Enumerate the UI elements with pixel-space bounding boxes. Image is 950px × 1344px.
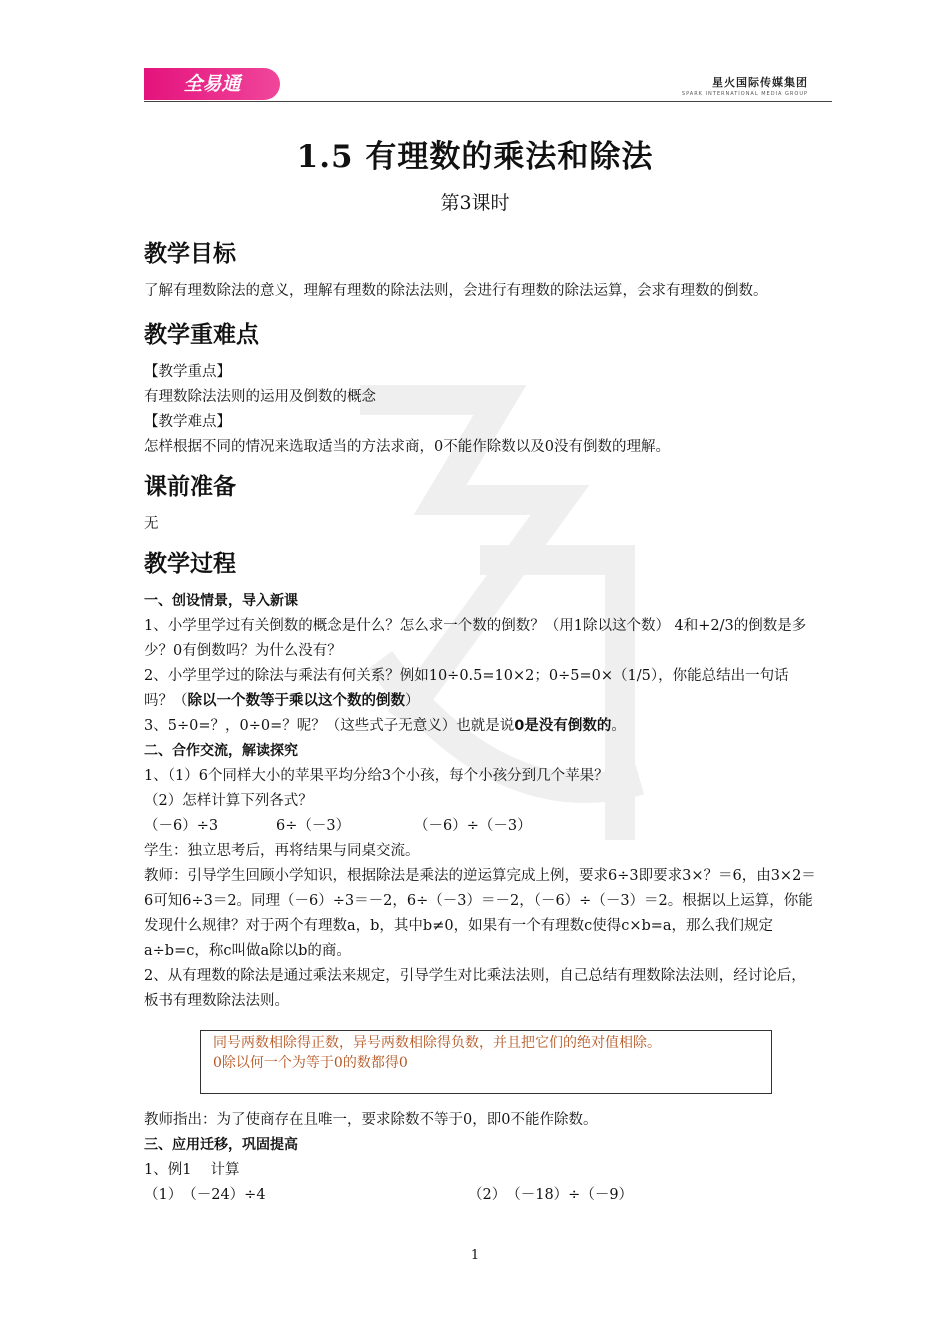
question-2: （2） （－18）÷（－9）	[468, 1187, 634, 1203]
section-1-para-3: 3、5÷0=？，0÷0=？呢？（这些式子无意义）也就是说0是没有倒数的。	[144, 718, 626, 734]
section-1-para-1: 1、小学里学过有关倒数的概念是什么？怎么求一个数的倒数？（用1除以这个数） 4和+2/3的倒数是多少？0有倒数吗？为什么没有？	[144, 618, 807, 659]
key-text: 有理数除法法则的运用及倒数的概念	[144, 389, 376, 405]
key-label: 【教学重点】	[144, 364, 231, 380]
difficulty-text: 怎样根据不同的情况来选取适当的方法求商，0不能作除数以及0没有倒数的理解。	[144, 439, 670, 455]
section-1-para-2: 2、小学里学过的除法与乘法有何关系？例如10÷0.5=10×2；0÷5=0×（1/5），你能总结出一句话吗？（除以一个数等于乘以这个数的倒数）	[144, 668, 789, 709]
publisher-name-cn: 星火国际传媒集团	[712, 76, 808, 89]
section-2-expressions	[144, 814, 816, 839]
rule-line-2: 0除以何一个为等于0的数都得0	[213, 1055, 408, 1071]
goals-text: 了解有理数除法的意义，理解有理数的除法法则，会进行有理数的除法运算，会求有理数的倒数。	[144, 283, 768, 299]
preparation-text: 无	[144, 516, 159, 532]
zero-reciprocal-emphasis: 0是没有倒数的	[514, 718, 612, 734]
section-2-para-2: （2）怎样计算下列各式？	[144, 793, 313, 809]
page-title: 1.5 有理数的乘法和除法	[296, 139, 654, 175]
expression-2: 6÷（－3）	[276, 818, 351, 834]
document-body	[144, 231, 816, 1208]
page-number: 1	[470, 1248, 480, 1263]
heading-key-points: 教学重难点	[144, 322, 259, 348]
section-3-title: 三、应用迁移，巩固提高	[144, 1137, 298, 1153]
heading-preparation: 课前准备	[144, 474, 236, 500]
section-2-para-4: 教师：引导学生回顾小学知识，根据除法是乘法的逆运算完成上例，要求6÷3即要求3×？＝6，由3×2＝6可知6÷3＝2。同理（－6）÷3＝－2，6÷（－3）＝－2，（－6）÷（－3）＝2。根据以上运算，你能发现什么规律？对于两个有理数a，b，其中b≠0，如果有一个有理数c使得c×b=a，那么我们规定a÷b=c，称c叫做a除以b的商。	[144, 868, 816, 959]
expression-1: （－6）÷3	[144, 818, 219, 834]
expression-3: （－6）÷（－3）	[414, 818, 532, 834]
rule-line-1: 同号两数相除得正数，异号两数相除得负数，并且把它们的绝对值相除。	[213, 1035, 661, 1051]
section-2-para-3: 学生：独立思考后，再将结果与同桌交流。	[144, 843, 420, 859]
section-1-title: 一、创设情景，导入新课	[144, 593, 298, 609]
page-header	[144, 66, 832, 102]
brand-logo: 全易通	[144, 68, 280, 100]
header-divider	[144, 101, 832, 102]
question-1: （1） （－24）÷4	[144, 1187, 266, 1203]
division-rule-box	[200, 1030, 772, 1094]
publisher-brand	[682, 74, 808, 97]
publisher-name-en: SPARK INTERNATIONAL MEDIA GROUP	[681, 91, 808, 97]
difficulty-label: 【教学难点】	[144, 414, 231, 430]
section-2-para-1: 1、（1）6个同样大小的苹果平均分给3个小孩，每个小孩分到几个苹果？	[144, 768, 609, 784]
section-2-title: 二、合作交流，解读探究	[144, 743, 298, 759]
section-3-questions	[144, 1183, 816, 1208]
heading-process: 教学过程	[144, 551, 236, 577]
section-3-para-1: 1、例1 计算	[144, 1162, 240, 1178]
division-rule-emphasis: 除以一个数等于乘以这个数的倒数	[187, 693, 405, 709]
section-2-para-6: 教师指出：为了使商存在且唯一，要求除数不等于0，即0不能作除数。	[144, 1112, 598, 1128]
section-2-para-5: 2、从有理数的除法是通过乘法来规定，引导学生对比乘法法则，自己总结有理数除法法则，经讨论后，板书有理数除法法则。	[144, 968, 806, 1009]
page-subtitle: 第3课时	[440, 192, 510, 214]
heading-goals: 教学目标	[144, 241, 236, 267]
